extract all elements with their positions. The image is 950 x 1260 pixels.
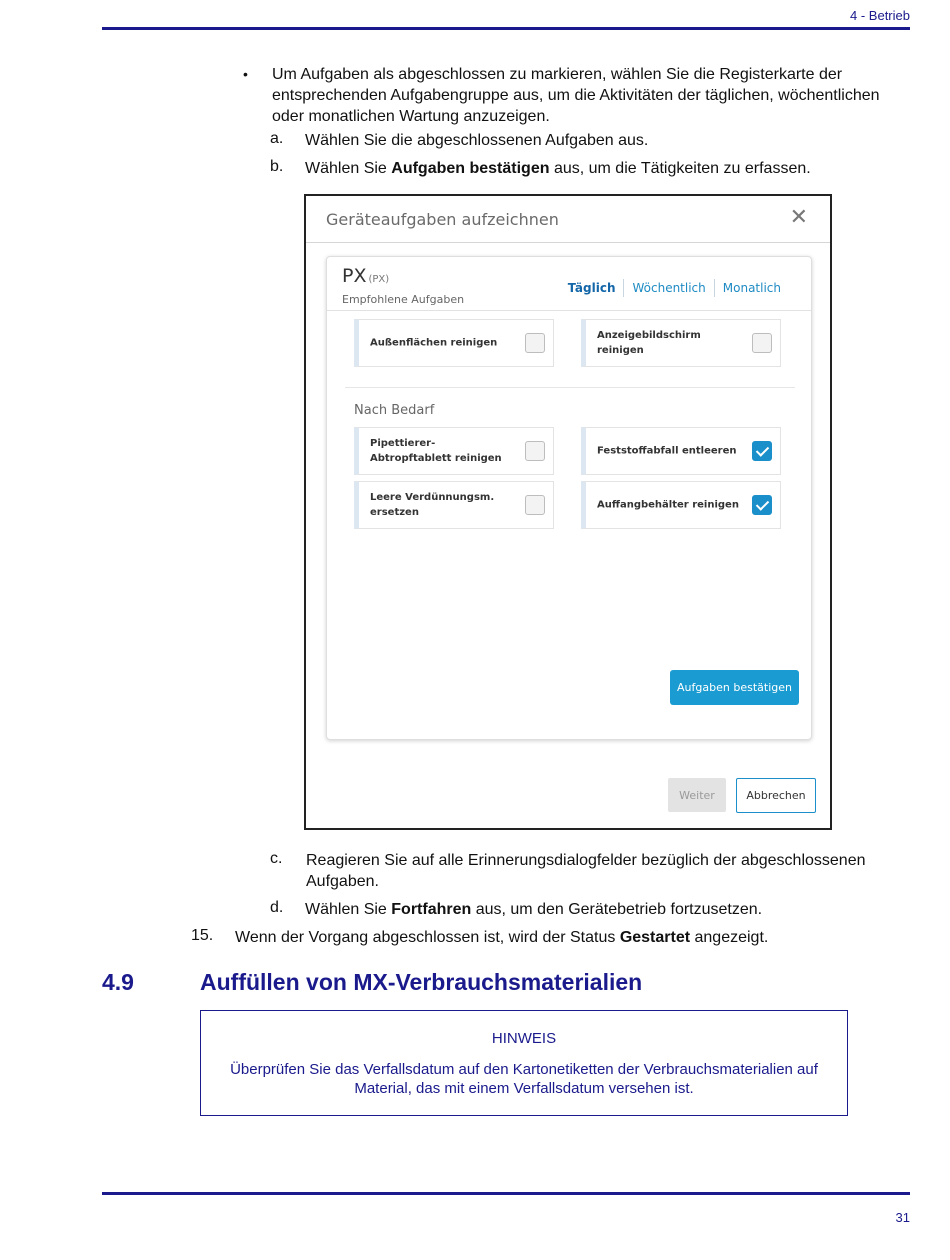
step-b-marker: b. [270,158,284,175]
task-item [354,427,554,475]
notice-text: Überprüfen Sie das Verfallsdatum auf den Kartonetiketten der Verbrauchsmaterialien auf Material, das mit einem Verfallsdatum versehen ist. [230,1061,818,1097]
task-checkbox[interactable] [525,441,545,461]
bullet-marker: • [243,66,248,82]
step-d-text: Wählen Sie Fortfahren aus, um den Gerätebetrieb fortzusetzen. [305,901,763,918]
recommended-tasks-label: Empfohlene Aufgaben [342,293,465,306]
step-b-text: Wählen Sie Aufgaben bestätigen aus, um die Tätigkeiten zu erfassen. [305,160,811,177]
notice-heading: HINWEIS [491,1030,557,1047]
task-checkbox[interactable] [525,333,545,353]
step-d-marker: d. [270,899,284,916]
step-c-text: Reagieren Sie auf alle Erinnerungsdialogfelder bezüglich der abgeschlossenen Aufgaben. [306,852,866,890]
task-checkbox[interactable] [752,495,772,515]
cancel-button[interactable]: Abbrechen [736,778,816,813]
task-checkbox[interactable] [525,495,545,515]
section-divider [345,387,795,388]
dialog-title: Geräteaufgaben aufzeichnen [326,210,559,229]
step-a-text: Wählen Sie die abgeschlossenen Aufgaben aus. [305,132,649,149]
task-label: Leere Verdünnungsm. ersetzen [370,492,495,518]
header-rule [102,27,910,30]
dialog-screenshot [304,194,832,830]
page-number: 31 [895,1210,910,1225]
task-item [581,427,781,475]
on-demand-heading: Nach Bedarf [354,403,435,418]
task-card [326,256,812,740]
task-item [581,481,781,529]
footer-rule [102,1192,910,1195]
task-checkbox[interactable] [752,441,772,461]
step-15-bold: Gestartet [619,929,691,946]
task-item [354,319,554,367]
close-icon[interactable]: ✕ [789,204,808,229]
tab-daily[interactable]: Täglich [567,281,616,295]
step-b-bold: Aufgaben bestätigen [391,160,550,177]
step-15-text: Wenn der Vorgang abgeschlossen ist, wird der Status Gestartet angezeigt. [235,929,769,946]
card-divider [327,310,811,311]
task-item [581,319,781,367]
task-label: Anzeigebildschirm reinigen [597,330,701,356]
frequency-tabs [560,279,789,297]
task-item [354,481,554,529]
notice-box [200,1010,848,1116]
dialog-divider [306,242,830,243]
bullet-step-text: Um Aufgaben als abgeschlossen zu markieren, wählen Sie die Registerkarte der entsprechenden Aufgabengruppe aus, um die Aktivitäten der täglichen, wöchentlichen oder monatlichen Wartung anzuzeigen. [272,66,880,125]
task-label: Auffangbehälter reinigen [597,499,739,511]
step-a-marker: a. [270,130,284,147]
step-d-bold: Fortfahren [391,901,472,918]
tab-monthly[interactable]: Monatlich [714,279,789,297]
task-checkbox[interactable] [752,333,772,353]
chapter-header: 4 - Betrieb [850,8,910,23]
step-15-marker: 15. [191,927,214,944]
confirm-tasks-button[interactable]: Aufgaben bestätigen [670,670,799,705]
task-label: Außenflächen reinigen [370,337,498,349]
tab-weekly[interactable]: Wöchentlich [623,279,713,297]
task-label: Pipettierer-Abtropftablett reinigen [370,438,502,464]
section-title: Auffüllen von MX-Verbrauchsmaterialien [200,969,643,995]
device-name: PX (PX) [342,265,390,287]
task-label: Feststoffabfall entleeren [597,445,737,457]
section-number: 4.9 [102,969,134,995]
step-c-marker: c. [270,850,283,867]
next-button[interactable]: Weiter [668,778,726,812]
device-code: (PX) [368,274,390,285]
